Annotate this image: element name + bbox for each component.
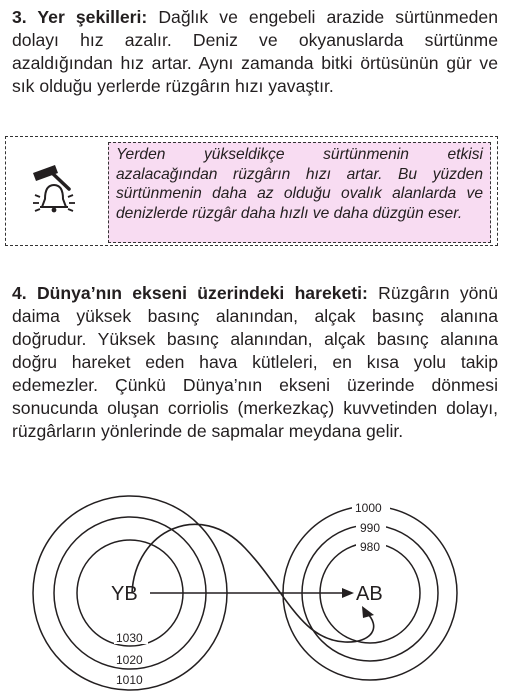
isobar-label-1010: 1010 (116, 673, 143, 687)
info-note-box (5, 136, 498, 246)
hammer-bell-icon (21, 155, 91, 227)
wind-path (132, 524, 374, 642)
note-text: Yerden yükseldikçe sürtünmenin etkisi azalacağından rüzgârın hızı artar. Bu yüzden sürtünmenin daha az olduğu ovalık alanlarda ve denizlerde rüzgâr daha hızlı ve daha düzgün eser. (108, 142, 491, 243)
note-icon-cell (6, 137, 105, 245)
section-4-heading: 4. Dünya’nın ekseni üzerindeki hareketi: (12, 283, 368, 303)
isobar-label-990: 990 (360, 521, 381, 535)
section-3-heading: 3. Yer şekilleri: (12, 7, 148, 27)
isobar-label-1000: 1000 (355, 501, 382, 515)
wind-path-arrowhead (362, 606, 374, 618)
low-pressure-label: AB (356, 583, 383, 605)
isobar-label-1020: 1020 (116, 653, 143, 667)
isobar-label-1030: 1030 (116, 631, 143, 645)
section-4-body: Rüzgârın yönü daima yüksek basınç alanından, alçak basınç alanına doğrudur. Yüksek basınç alanından, alçak basınç alanına doğru hareket eden hava kütleleri, en kısa yolu takip edemezler. Çünkü Dünya’nın ekseni üzerinde dönmesi sonucunda oluşan corriolis (merkezkaç) kuvvetinden dolayı, rüzgârların yönlerinde de sapmalar meydana gelir. (12, 283, 498, 441)
gradient-arrowhead (342, 588, 354, 598)
isobar-label-980: 980 (360, 540, 381, 554)
pressure-wind-diagram (0, 490, 507, 693)
section-3-paragraph (12, 6, 498, 98)
section-3-body: Dağlık ve engebeli arazide sürtünmeden dolayı hız azalır. Deniz ve okyanuslarda sürtünme azaldığından hız artar. Aynı zamanda bitki örtüsünün gür ve sık olduğu yerlerde rüzgârın hızı yavaştır. (12, 7, 498, 96)
section-4-paragraph (12, 282, 498, 443)
high-pressure-label: YB (111, 583, 138, 605)
